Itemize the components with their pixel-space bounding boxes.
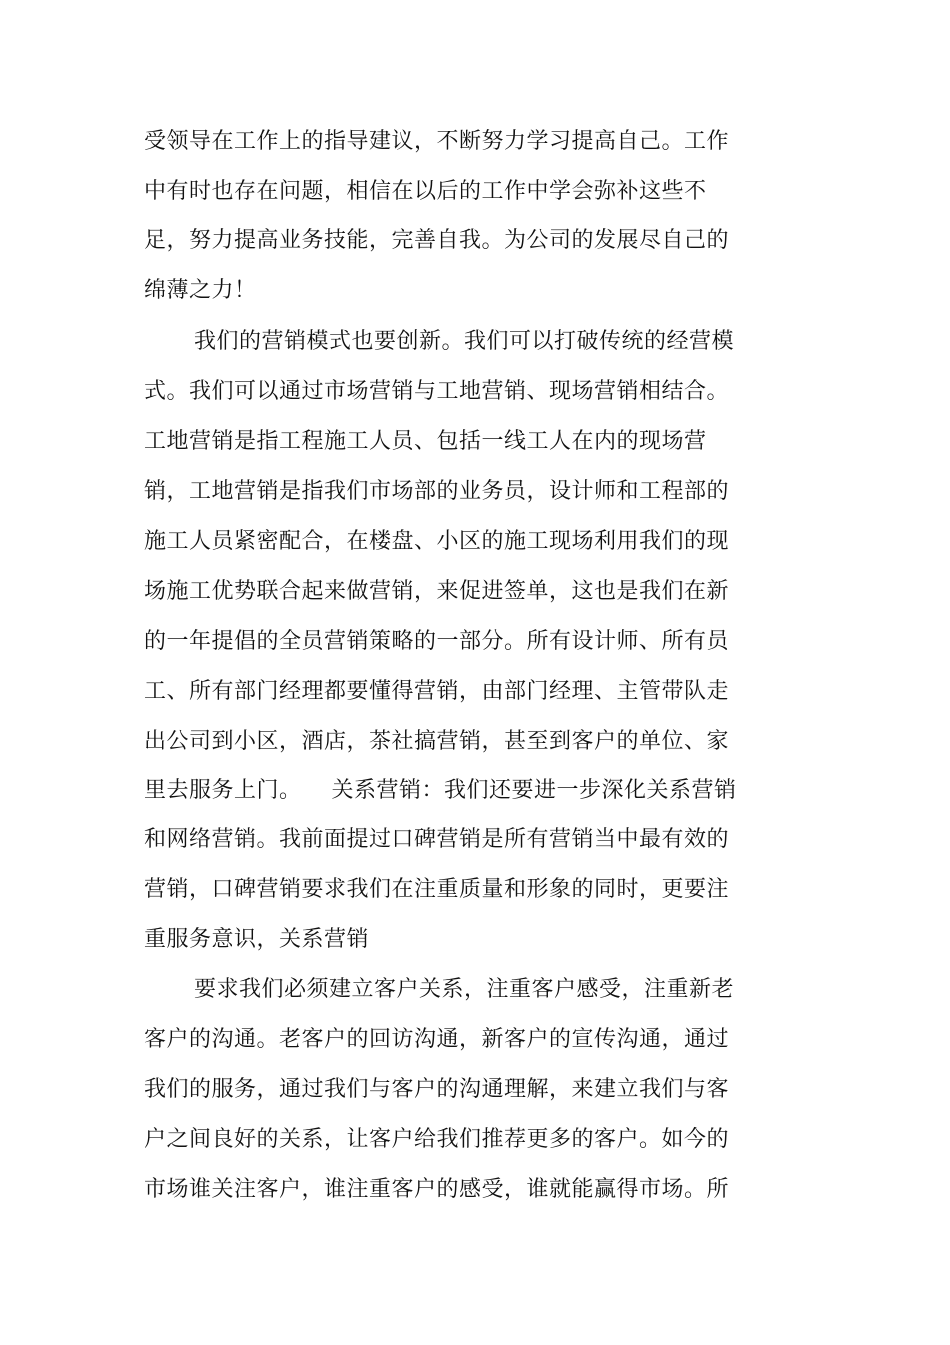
- text-line: 施工人员紧密配合，在楼盘、小区的施工现场利用我们的现: [144, 529, 730, 554]
- text-line: 绵薄之力！: [144, 278, 257, 303]
- text-line: 出公司到小区，酒店，茶社搞营销，甚至到客户的单位、家: [144, 729, 730, 754]
- text-line: 的一年提倡的全员营销策略的一部分。所有设计师、所有员: [144, 629, 730, 654]
- text-line: 工、所有部门经理都要懂得营销，由部门经理、主管带队走: [144, 679, 730, 704]
- text-line: 户之间良好的关系，让客户给我们推荐更多的客户。如今的: [144, 1127, 730, 1152]
- text-line: 市场谁关注客户，谁注重客户的感受，谁就能赢得市场。所: [144, 1177, 730, 1202]
- text-line: 足，努力提高业务技能，完善自我。为公司的发展尽自己的: [144, 228, 730, 253]
- text-line: 受领导在工作上的指导建议，不断努力学习提高自己。工作: [144, 129, 730, 154]
- text-line: 销，工地营销是指我们市场部的业务员，设计师和工程部的: [144, 479, 730, 504]
- text-line: 工地营销是指工程施工人员、包括一线工人在内的现场营: [144, 429, 707, 454]
- text-line: 重服务意识，关系营销: [144, 927, 370, 952]
- text-line: 营销，口碑营销要求我们在注重质量和形象的同时，更要注: [144, 877, 730, 902]
- text-line: 式。我们可以通过市场营销与工地营销、现场营销相结合。: [144, 379, 730, 404]
- text-line: 我们的营销模式也要创新。我们可以打破传统的经营模: [194, 329, 735, 354]
- text-line: 和网络营销。我前面提过口碑营销是所有营销当中最有效的: [144, 827, 730, 852]
- text-line: 里去服务上门。 关系营销：我们还要进一步深化关系营销: [144, 778, 737, 803]
- text-line: 我们的服务，通过我们与客户的沟通理解，来建立我们与客: [144, 1077, 730, 1102]
- text-line: 中有时也存在问题，相信在以后的工作中学会弥补这些不: [144, 179, 707, 204]
- text-line: 场施工优势联合起来做营销，来促进签单，这也是我们在新: [144, 579, 730, 604]
- text-line: 要求我们必须建立客户关系，注重客户感受，注重新老: [194, 977, 735, 1002]
- text-line: 客户的沟通。老客户的回访沟通，新客户的宣传沟通，通过: [144, 1027, 730, 1052]
